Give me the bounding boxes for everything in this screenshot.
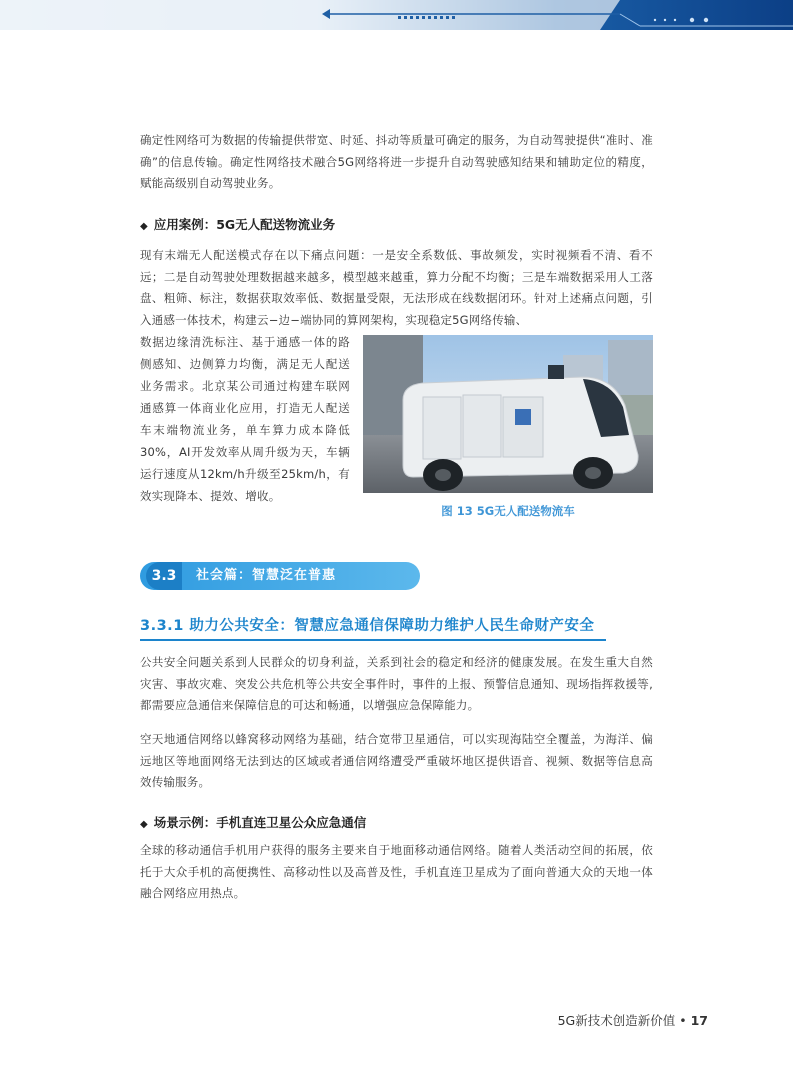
paragraph-space-air-ground: 空天地通信网络以蜂窝移动网络为基础，结合宽带卫星通信，可以实现海陆空全覆盖，为海洋、偏远地区等地面网络无法到达的区域或者通信网络遭受严重破坏地区提供语音、视频、数据等信息高效传输服务。	[140, 732, 653, 789]
case-heading	[140, 215, 335, 233]
scene-heading-text: 场景示例：手机直连卫星公众应急通信	[153, 815, 367, 830]
page-footer	[558, 1011, 708, 1029]
paragraph-satellite-phones: 全球的移动通信手机用户获得的服务主要来自于地面移动通信网络。随着人类活动空间的拓展，依托于大众手机的高便携性、高移动性以及高普及性，手机直连卫星成为了面向普通大众的天地一体融合网络应用热点。	[140, 843, 653, 900]
section-number: 3.3	[146, 562, 182, 590]
section-title: 社会篇：智慧泛在普惠	[196, 568, 337, 583]
scene-heading	[140, 813, 366, 831]
paragraph-delivery-pain-points: 现有末端无人配送模式存在以下痛点问题：一是安全系数低、事故频发，实时视频看不清、看不远；二是自动驾驶处理数据越来越多，模型越来越重，算力分配不均衡；三是车端数据采用人工落盘、粗筛、标注，数据获取效率低、数据量受限，无法形成在线数据闭环。针对上述痛点问题，引入通感一体技术，构建云−边−端协同的算网架构，实现稳定5G网络传输、	[140, 248, 653, 327]
paragraph-public-safety: 公共安全问题关系到人民群众的切身利益，关系到社会的稳定和经济的健康发展。在发生重大自然灾害、事故灾难、突发公共危机等公共安全事件时，事件的上报、预警信息通知、现场指挥救援等,都需要应急通信来保障信息的可达和畅通，以增强应急保障能力。	[140, 655, 653, 712]
figure-caption: 图 13 5G无人配送物流车	[441, 504, 575, 518]
page-number: 17	[690, 1013, 708, 1028]
case-heading-text: 应用案例：5G无人配送物流业务	[153, 217, 336, 232]
paragraph-delivery-solution: 数据边缘清洗标注、基于通感一体的路侧感知、边侧算力均衡，满足无人配送业务需求。北京某公司通过构建车联网通感算一体商业化应用，打造无人配送车末端物流业务，单车算力成本降低30%，AI开发效率从周升级为天，车辆运行速度从12km/h升级至25km/h，有效实现降本、提效、增收。	[140, 335, 350, 503]
diamond-bullet-icon: ◆	[140, 221, 148, 232]
subsection-title: 3.3.1 助力公共安全：智慧应急通信保障助力维护人民生命财产安全	[140, 614, 606, 641]
header-decoration	[0, 0, 793, 30]
header-band	[0, 0, 793, 30]
paragraph-deterministic-network: 确定性网络可为数据的传输提供带宽、时延、抖动等质量可确定的服务，为自动驾驶提供“准时、准确”的信息传输。确定性网络技术融合5G网络将进一步提升自动驾驶感知结果和辅助定位的精度，赋能高级别自动驾驶业务。	[140, 133, 653, 190]
delivery-vehicle-photo	[363, 335, 653, 493]
diamond-bullet-icon: ◆	[140, 819, 148, 830]
footer-text: 5G新技术创造新价值 •	[557, 1013, 687, 1028]
